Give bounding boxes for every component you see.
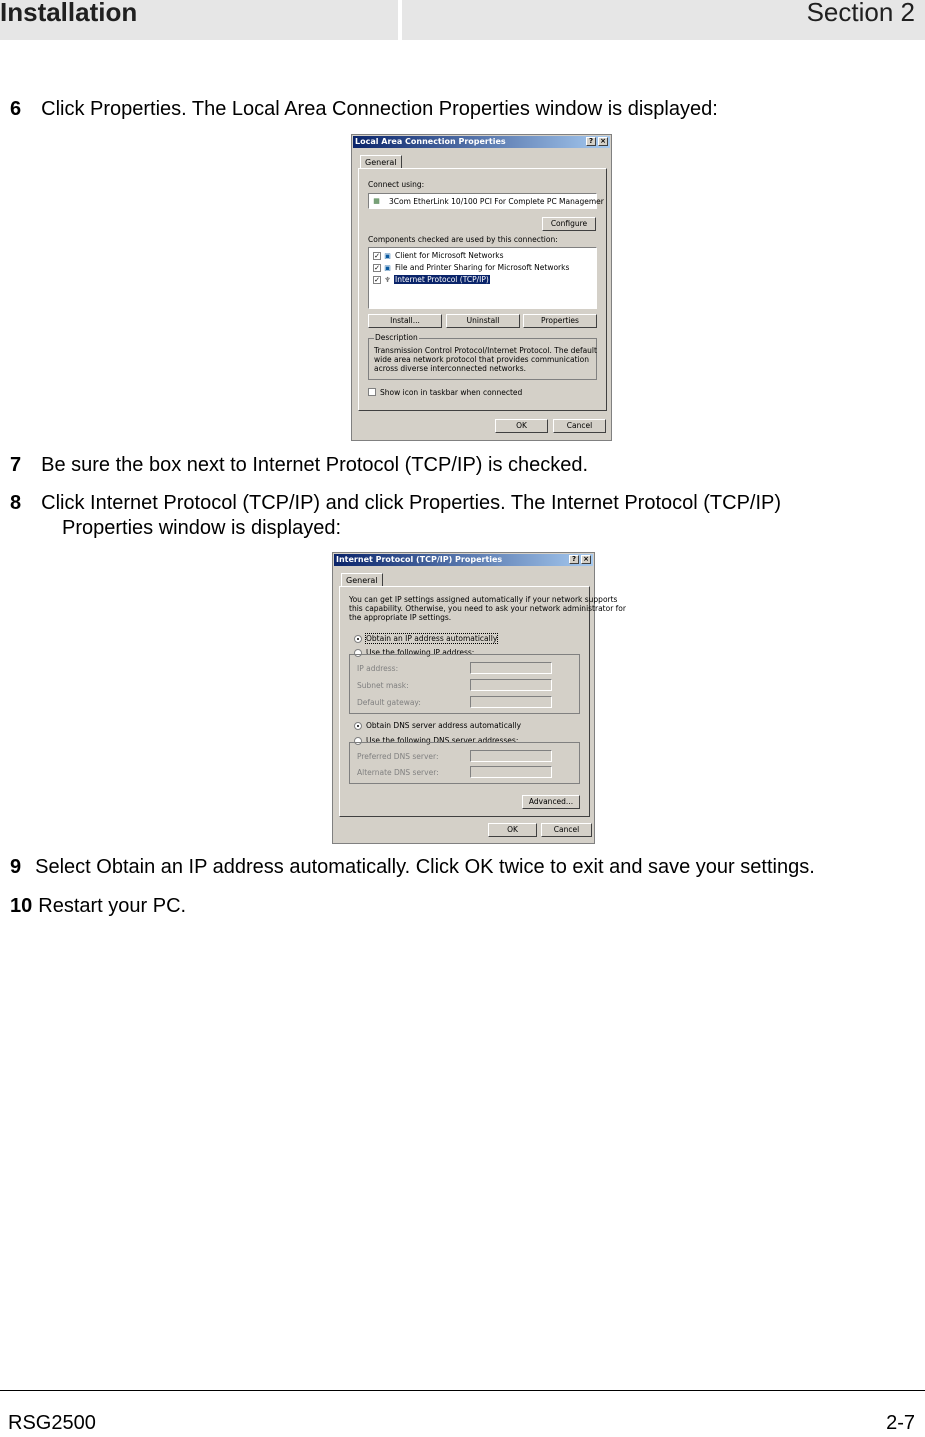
adapter-field xyxy=(368,193,604,209)
dialog-title: Local Area Connection Properties xyxy=(355,137,506,146)
step-number: 6 xyxy=(10,98,22,120)
obtain-ip-label[interactable]: Obtain an IP address automatically xyxy=(366,634,498,643)
advanced-button[interactable]: Advanced... xyxy=(522,795,580,809)
intro-line: the appropriate IP settings. xyxy=(349,613,452,622)
preferred-dns-label: Preferred DNS server: xyxy=(357,752,439,761)
step-9 xyxy=(10,855,815,879)
alternate-dns-input[interactable] xyxy=(470,766,552,778)
properties-button[interactable]: Properties xyxy=(523,314,597,328)
obtain-dns-label[interactable]: Obtain DNS server address automatically xyxy=(366,721,522,730)
show-icon-checkbox[interactable] xyxy=(368,388,376,396)
dialog-title: Internet Protocol (TCP/IP) Properties xyxy=(336,555,503,564)
page-header xyxy=(0,0,925,40)
cancel-button[interactable]: Cancel xyxy=(541,823,592,837)
obtain-dns-radio[interactable] xyxy=(354,722,362,730)
help-button[interactable]: ? xyxy=(586,137,596,146)
description-line: across diverse interconnected networks. xyxy=(374,364,527,373)
show-icon-label: Show icon in taskbar when connected xyxy=(380,388,523,397)
dialog-title-bar xyxy=(353,136,610,148)
cancel-button[interactable]: Cancel xyxy=(553,419,606,433)
protocol-icon: ♆ xyxy=(384,276,391,284)
install-button[interactable]: Install... xyxy=(368,314,442,328)
ip-address-label: IP address: xyxy=(357,664,399,673)
dialog-title-bar xyxy=(334,554,593,566)
footer-page-number: 2-7 xyxy=(886,1412,915,1434)
subnet-mask-input[interactable] xyxy=(470,679,552,691)
header-right-cell xyxy=(402,0,925,40)
component-item[interactable]: File and Printer Sharing for Microsoft Networks xyxy=(395,263,570,272)
tcpip-properties-dialog xyxy=(332,552,626,844)
ip-address-input[interactable] xyxy=(470,662,552,674)
configure-button[interactable]: Configure xyxy=(542,217,596,231)
obtain-ip-radio[interactable] xyxy=(354,635,362,643)
use-dns-label[interactable]: Use the following DNS server addresses: xyxy=(366,736,519,745)
alternate-dns-label: Alternate DNS server: xyxy=(357,768,439,777)
description-line: wide area network protocol that provides communication xyxy=(374,355,589,364)
tab-general[interactable]: General xyxy=(360,155,402,169)
step-text: Properties window is displayed: xyxy=(62,517,342,539)
preferred-dns-input[interactable] xyxy=(470,750,552,762)
header-section-number: Section 2 xyxy=(806,0,915,27)
step-number: 10 xyxy=(10,895,33,917)
file-sharing-checkbox[interactable]: ✓ xyxy=(374,264,380,272)
step-text: Click Properties. The Local Area Connection Properties window is displayed: xyxy=(41,98,718,120)
step-text: Restart your PC. xyxy=(38,895,187,917)
component-item[interactable]: Client for Microsoft Networks xyxy=(395,251,504,260)
default-gateway-label: Default gateway: xyxy=(357,698,421,707)
step-number: 9 xyxy=(10,856,22,878)
network-card-icon: ▦ xyxy=(373,197,380,205)
uninstall-button[interactable]: Uninstall xyxy=(446,314,520,328)
footer-model: RSG2500 xyxy=(8,1412,96,1434)
client-checkbox[interactable]: ✓ xyxy=(374,252,380,260)
ok-button[interactable]: OK xyxy=(495,419,548,433)
components-list xyxy=(368,247,597,309)
description-line: Transmission Control Protocol/Internet Protocol. The default xyxy=(374,346,597,355)
use-ip-label[interactable]: Use the following IP address: xyxy=(366,648,475,657)
intro-line: You can get IP settings assigned automatically if your network supports xyxy=(349,595,618,604)
tcpip-checkbox[interactable]: ✓ xyxy=(374,276,380,284)
help-button[interactable]: ? xyxy=(569,555,579,564)
step-text: Click Internet Protocol (TCP/IP) and click Properties. The Internet Protocol (TCP/IP) xyxy=(41,492,782,514)
step-8-continued xyxy=(62,516,341,540)
step-10 xyxy=(10,894,186,918)
description-label: Description xyxy=(375,333,418,342)
step-8 xyxy=(10,491,781,515)
component-item-selected[interactable]: Internet Protocol (TCP/IP) xyxy=(395,275,489,284)
close-button[interactable]: × xyxy=(598,137,608,146)
step-number: 8 xyxy=(10,492,22,514)
local-area-connection-dialog xyxy=(351,134,612,441)
intro-line: this capability. Otherwise, you need to ask your network administrator for xyxy=(349,604,626,613)
step-number: 7 xyxy=(10,454,22,476)
components-label: Components checked are used by this connection: xyxy=(368,235,558,244)
step-text: Select Obtain an IP address automatically. Click OK twice to exit and save your settings. xyxy=(35,856,815,878)
close-button[interactable]: × xyxy=(581,555,591,564)
footer-divider xyxy=(0,1390,925,1391)
service-icon: ▣ xyxy=(384,264,391,272)
adapter-name: 3Com EtherLink 10/100 PCI For Complete PC Managemer xyxy=(389,197,604,206)
step-text: Be sure the box next to Internet Protocol (TCP/IP) is checked. xyxy=(41,454,589,476)
step-6 xyxy=(10,97,718,121)
step-7 xyxy=(10,453,588,477)
connect-using-label: Connect using: xyxy=(368,180,425,189)
header-section-name: Installation xyxy=(0,0,138,27)
subnet-mask-label: Subnet mask: xyxy=(357,681,409,690)
header-left-cell xyxy=(0,0,398,40)
ok-button[interactable]: OK xyxy=(488,823,537,837)
default-gateway-input[interactable] xyxy=(470,696,552,708)
tab-general[interactable]: General xyxy=(341,573,383,587)
client-icon: ▣ xyxy=(384,252,391,260)
